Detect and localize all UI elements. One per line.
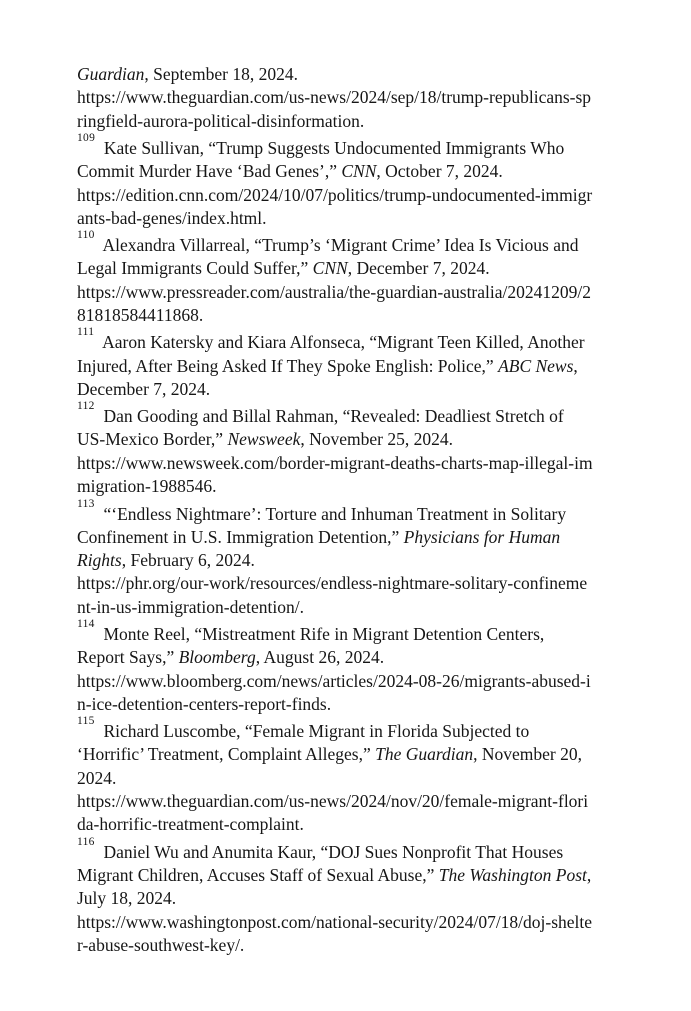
citation-text: US-Mexico Border,” (77, 429, 228, 450)
citation-text: Confinement in U.S. Immigration Detention,” (77, 526, 404, 547)
citation-text: , September 18, 2024. (144, 64, 299, 84)
citation-text: , November 25, 2024. (300, 429, 453, 450)
citation-text: , February 6, 2024. (121, 550, 255, 571)
text-line (77, 281, 637, 304)
footnote-number: 112 (77, 400, 95, 413)
text-line (77, 743, 637, 766)
citation-text: ‘Horrific’ Treatment, Complaint Alleges,” (77, 744, 376, 765)
text-line (77, 378, 637, 401)
text-line (77, 86, 637, 109)
citation-url-text: ringfield-aurora-political-disinformation. (77, 110, 365, 131)
text-line (77, 837, 637, 864)
text-line (77, 401, 637, 428)
text-line (77, 63, 637, 86)
citation-text: Bloomberg (178, 647, 256, 668)
citation-url-text: https://www.theguardian.com/us-news/2024/nov/20/female-migrant-flori (77, 791, 589, 812)
text-line (77, 257, 637, 280)
citation-url-text: nt-in-us-immigration-detention/. (77, 596, 304, 617)
citation-text: Kate Sullivan, “Trump Suggests Undocumented Immigrants Who (95, 137, 565, 158)
citation-url-text: https://www.theguardian.com/us-news/2024/sep/18/trump-republicans-sp (77, 87, 592, 108)
citation-url-text: r-abuse-southwest-key/. (77, 935, 245, 955)
citation-text: Aaron Katersky and Kiara Alfonseca, “Migrant Teen Killed, Another (94, 332, 585, 353)
citation-text: Alexandra Villarreal, “Trump’s ‘Migrant Crime’ Idea Is Vicious and (94, 235, 579, 256)
text-line (77, 549, 637, 572)
text-line (77, 572, 637, 595)
citation-text: Physicians for Human (403, 526, 561, 547)
text-line (77, 526, 637, 549)
text-line (77, 596, 637, 619)
citation-text: Report Says,” (77, 647, 179, 668)
text-line (77, 790, 637, 813)
footnote-number: 116 (77, 835, 95, 848)
citation-text: Daniel Wu and Anumita Kaur, “DOJ Sues Nonprofit That Houses (94, 841, 564, 862)
citation-text: ABC News (498, 355, 574, 376)
footnote-number: 115 (77, 715, 95, 728)
citation-text: “‘Endless Nightmare’: Torture and Inhuman Treatment in Solitary (94, 503, 567, 524)
text-line (77, 327, 637, 354)
text-line (77, 864, 637, 887)
text-line (77, 207, 637, 230)
citation-text: The Washington Post (438, 864, 587, 885)
citation-url-text: 81818584411868. (77, 305, 204, 326)
footnote-number: 114 (77, 618, 95, 631)
citation-text: Richard Luscombe, “Female Migrant in Florida Subjected to (94, 721, 530, 742)
footnote-number: 113 (77, 497, 95, 510)
text-line (77, 428, 637, 451)
text-line (77, 475, 637, 498)
citation-text: , (573, 355, 578, 376)
citation-text: Newsweek (227, 429, 301, 450)
citation-url-text: n-ice-detention-centers-report-finds. (77, 693, 332, 714)
citation-url-text: https://edition.cnn.com/2024/10/07/politics/trump-undocumented-immigr (77, 184, 593, 205)
text-line (77, 110, 637, 133)
citation-url-text: ants-bad-genes/index.html. (77, 207, 267, 228)
text-line (77, 887, 637, 910)
footnote-number: 110 (77, 229, 95, 242)
text-line (77, 716, 637, 743)
citation-text: , (586, 864, 592, 885)
text-line (77, 452, 637, 475)
citation-url-text: https://phr.org/our-work/resources/endless-nightmare-solitary-confineme (77, 573, 588, 594)
citation-url-text: https://www.pressreader.com/australia/the-guardian-australia/20241209/2 (77, 281, 591, 302)
citation-text: Injured, After Being Asked If They Spoke English: Police,” (77, 355, 499, 376)
citation-text: Monte Reel, “Mistreatment Rife in Migrant Detention Centers, (94, 623, 545, 644)
citation-text: Dan Gooding and Billal Rahman, “Revealed: Deadliest Stretch of (94, 406, 564, 427)
text-line (77, 813, 637, 836)
text-line (77, 304, 637, 327)
text-line (77, 767, 637, 790)
text-line (77, 934, 637, 957)
text-line (77, 670, 637, 693)
citation-text: 2024. (77, 767, 117, 788)
text-line (77, 499, 637, 526)
text-line (77, 184, 637, 207)
citation-text: , August 26, 2024. (255, 647, 385, 668)
citation-text: Migrant Children, Accuses Staff of Sexual Abuse,” (77, 864, 439, 885)
citation-text: , December 7, 2024. (347, 258, 490, 279)
citation-text: Rights (77, 550, 122, 571)
footnotes-section (77, 63, 637, 957)
text-line (77, 693, 637, 716)
text-line (77, 133, 637, 160)
citation-url-text: https://www.bloomberg.com/news/articles/2024-08-26/migrants-abused-i (77, 670, 591, 691)
citation-url-text: https://www.newsweek.com/border-migrant-deaths-charts-map-illegal-im (77, 452, 593, 473)
text-line (77, 646, 637, 669)
citation-text: Commit Murder Have ‘Bad Genes’,” (77, 161, 342, 182)
citation-text: CNN (341, 161, 377, 182)
citation-text: , November 20, (473, 744, 583, 765)
citation-text: Guardian (77, 64, 145, 84)
footnote-number: 109 (77, 132, 96, 145)
citation-url-text: migration-1988546. (77, 476, 217, 497)
text-line (77, 355, 637, 378)
text-line (77, 160, 637, 183)
citation-text: December 7, 2024. (77, 378, 211, 399)
citation-text: CNN (312, 258, 348, 279)
citation-text: The Guardian (375, 744, 474, 765)
text-line (77, 911, 637, 934)
citation-url-text: da-horrific-treatment-complaint. (77, 814, 304, 835)
citation-text: , October 7, 2024. (376, 161, 503, 182)
citation-text: July 18, 2024. (77, 888, 177, 909)
text-line (77, 619, 637, 646)
citation-url-text: https://www.washingtonpost.com/national-security/2024/07/18/doj-shelte (77, 911, 593, 932)
footnote-number: 111 (77, 326, 95, 339)
text-line (77, 230, 637, 257)
citation-text: Legal Immigrants Could Suffer,” (77, 258, 313, 279)
